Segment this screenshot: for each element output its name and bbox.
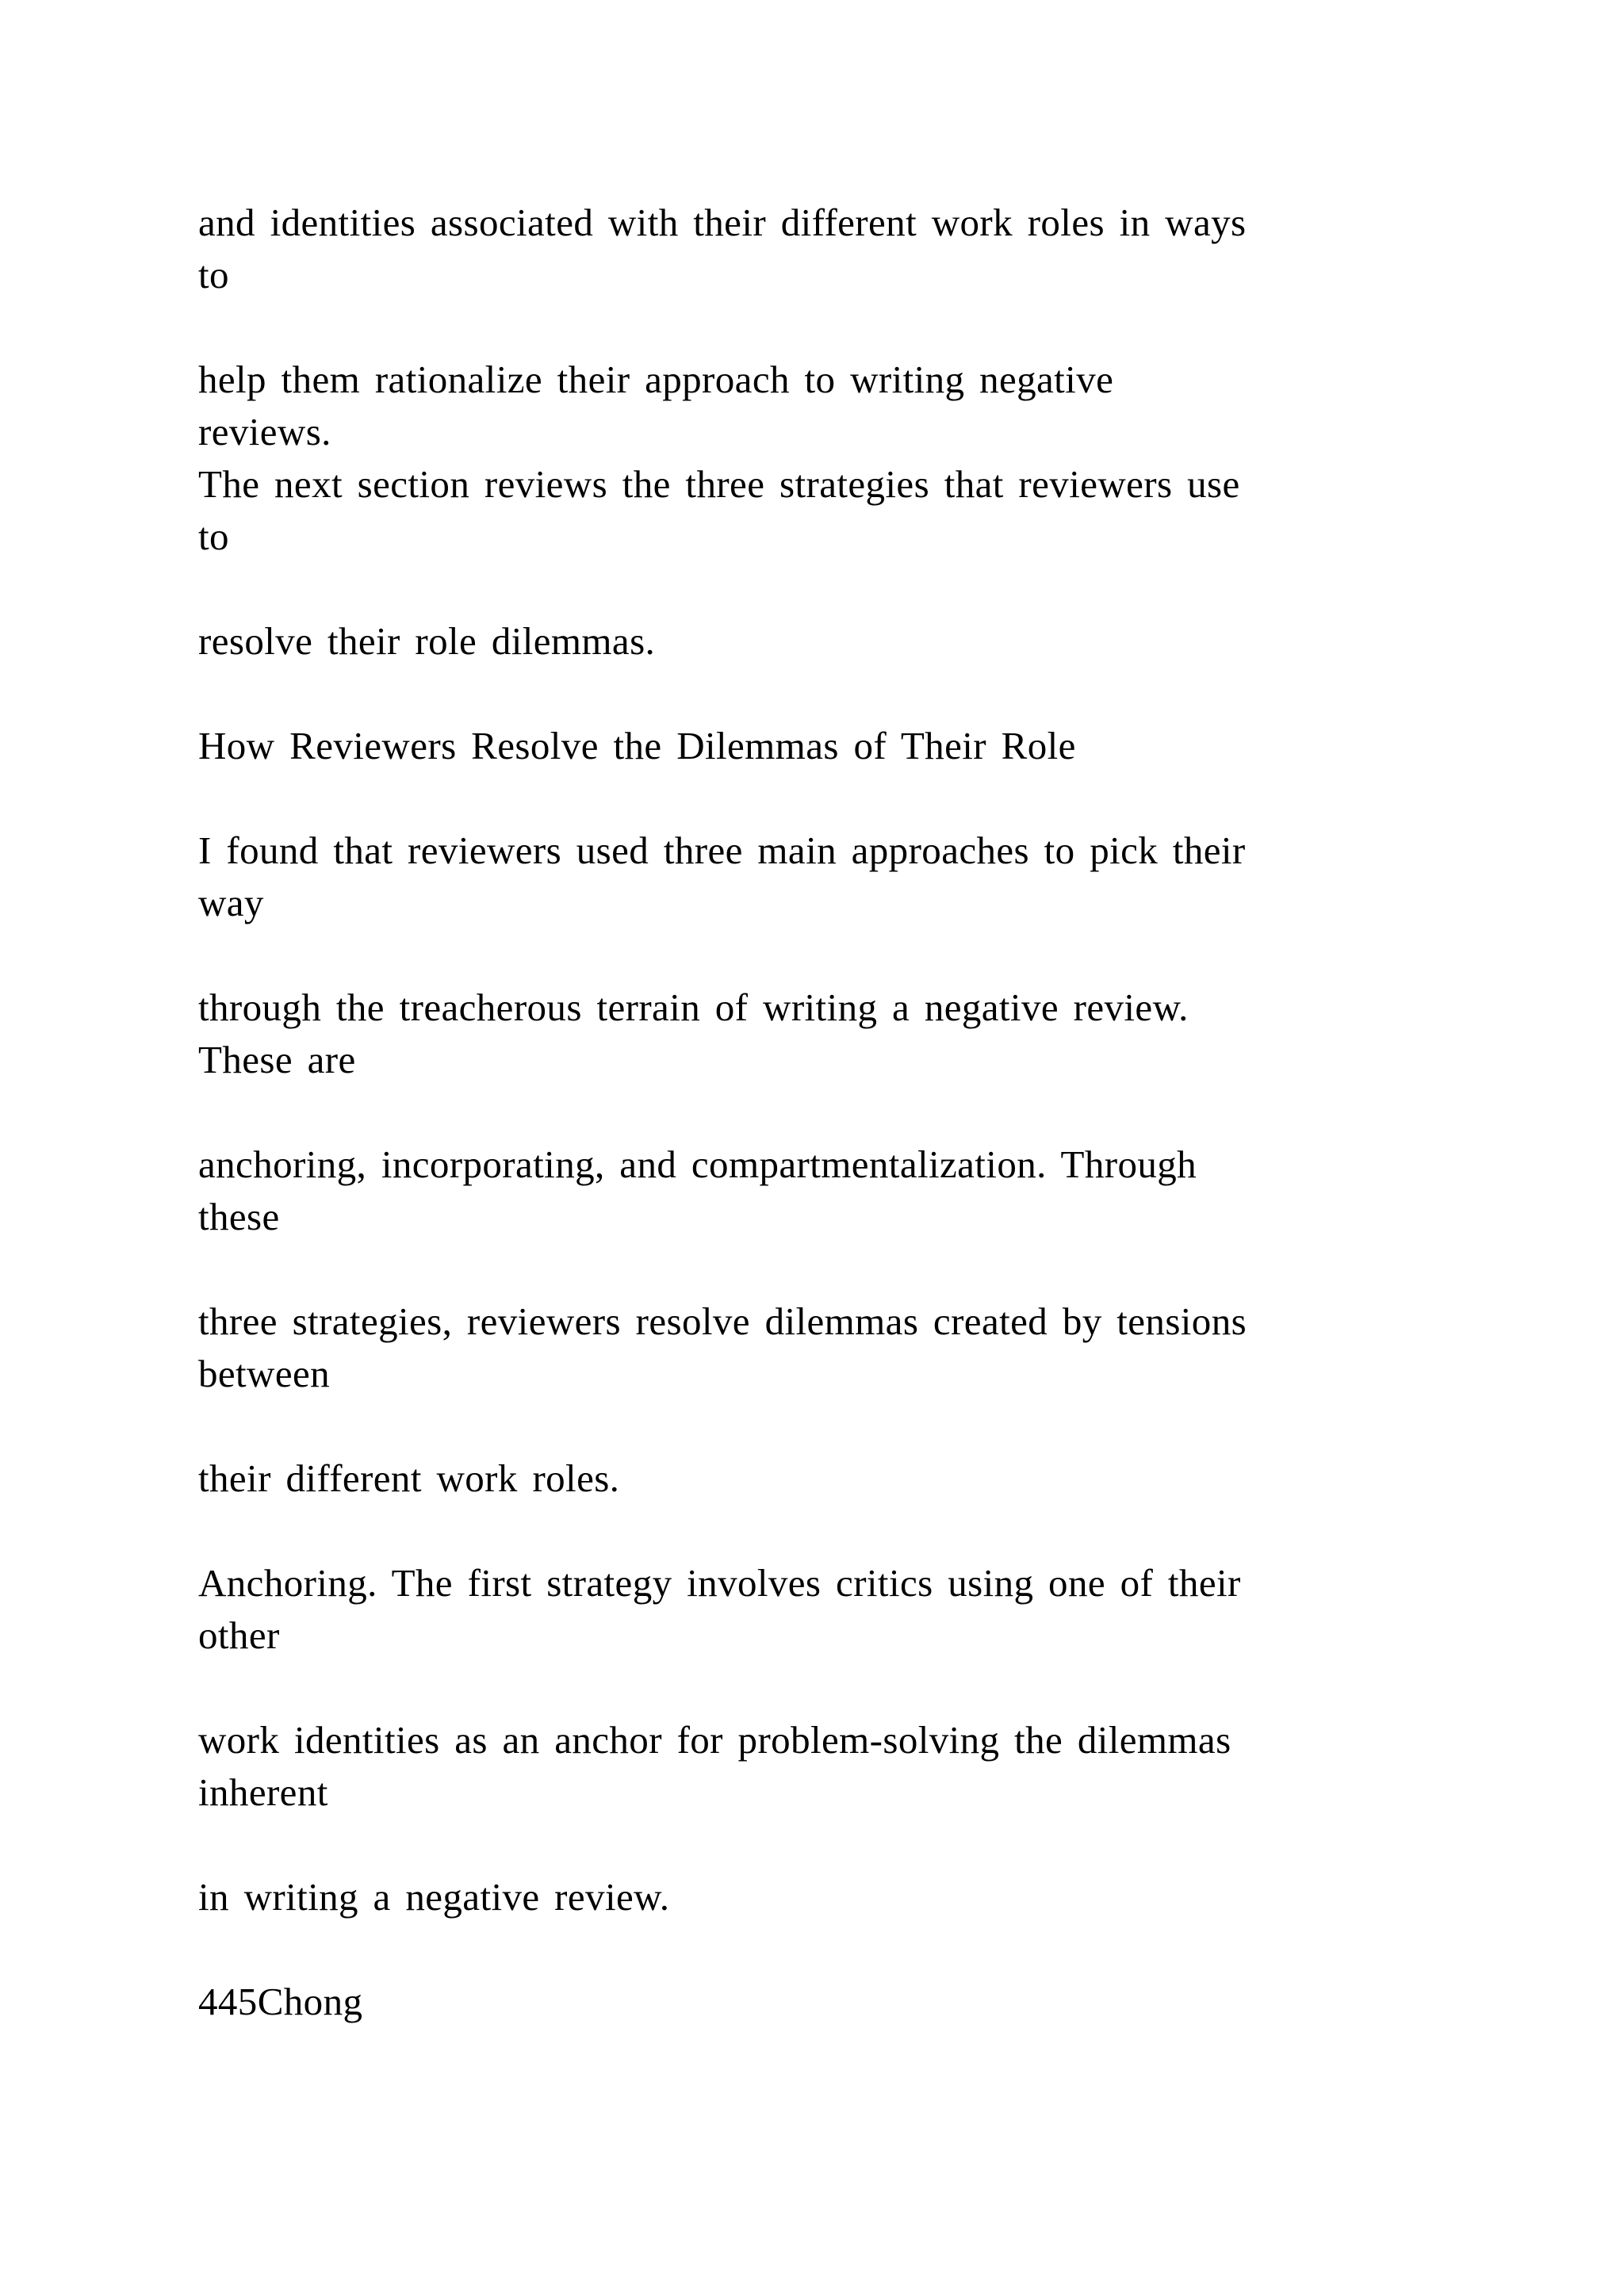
text-line: and identities associated with their different work roles in ways <box>198 201 1247 244</box>
text-line: through the treacherous terrain of writing a negative review. <box>198 985 1189 1029</box>
text-line: Anchoring. The first strategy involves critics using one of their <box>198 1561 1241 1605</box>
text-line: three strategies, reviewers resolve dilemmas created by tensions <box>198 1299 1247 1343</box>
text-line: way <box>198 881 264 924</box>
text-line: help them rationalize their approach to writing negative <box>198 358 1114 401</box>
text-line: These are <box>198 1038 356 1081</box>
text-line: to <box>198 515 229 558</box>
text-line: anchoring, incorporating, and compartmentalization. Through <box>198 1142 1197 1186</box>
text-line: in writing a negative review. <box>198 1875 670 1919</box>
text-line: reviews. <box>198 410 331 453</box>
text-line: work identities as an anchor for problem-solving the dilemmas <box>198 1718 1231 1762</box>
text-line: I found that reviewers used three main approaches to pick their <box>198 828 1246 872</box>
section-heading: How Reviewers Resolve the Dilemmas of Their Role <box>198 724 1076 767</box>
text-line: to <box>198 253 229 297</box>
text-line: other <box>198 1613 280 1657</box>
text-line: these <box>198 1195 280 1238</box>
text-line: their different work roles. <box>198 1456 620 1500</box>
page-footer: 445Chong <box>198 1980 363 2023</box>
text-line: The next section reviews the three strategies that reviewers use <box>198 462 1240 506</box>
text-line: between <box>198 1352 331 1395</box>
text-line: inherent <box>198 1770 328 1814</box>
text-line: resolve their role dilemmas. <box>198 619 656 663</box>
